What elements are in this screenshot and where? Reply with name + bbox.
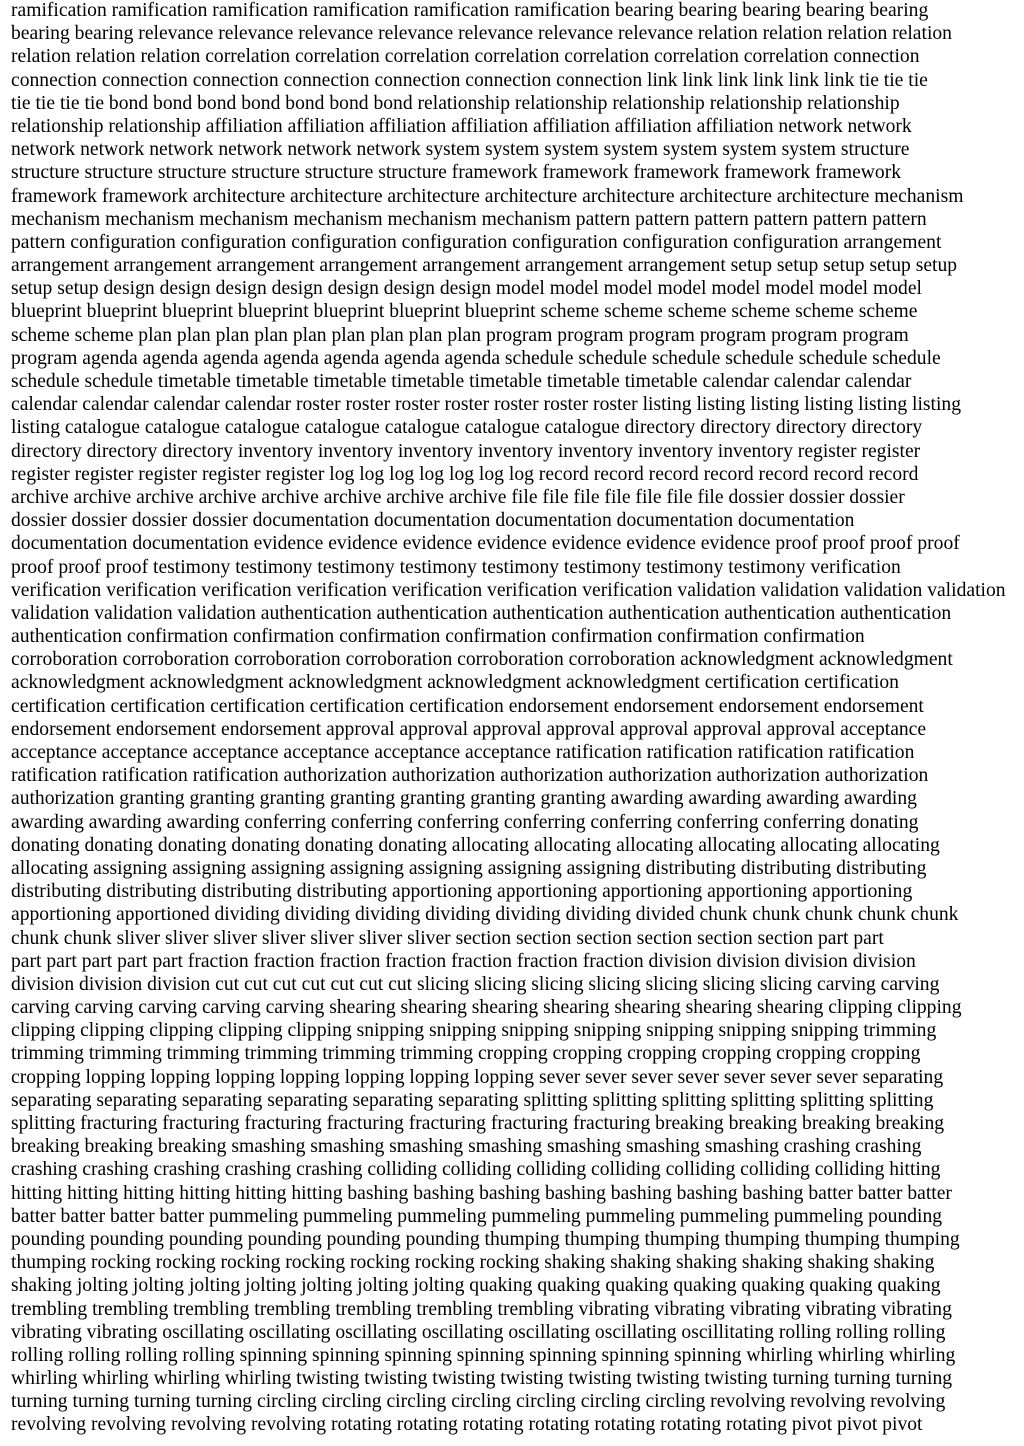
text-line: turning turning turning turning circling circling circling circling circling circling circling revolving revolving revolving	[11, 1391, 946, 1413]
text-line: acknowledgment acknowledgment acknowledgment acknowledgment acknowledgment certification certification	[11, 672, 899, 694]
text-line: shaking jolting jolting jolting jolting jolting jolting jolting quaking quaking quaking quaking quaking quaking quaking	[11, 1275, 941, 1297]
text-line: connection connection connection connection connection connection connection link link link link link link tie tie tie	[11, 69, 928, 91]
text-line: schedule schedule timetable timetable timetable timetable timetable timetable timetable calendar calendar calendar	[11, 371, 912, 392]
text-line: scheme scheme plan plan plan plan plan plan plan plan plan program program program program program program	[11, 324, 909, 346]
text-line: trimming trimming trimming trimming trimming trimming cropping cropping cropping cropping cropping cropping	[11, 1043, 921, 1065]
text-line: program agenda agenda agenda agenda agenda agenda agenda schedule schedule schedule schedule schedule schedule	[11, 347, 941, 369]
text-line: dossier dossier dossier dossier documentation documentation documentation documentation documentation	[11, 510, 855, 532]
text-line: vibrating vibrating oscillating oscillating oscillating oscillating oscillating oscillating oscillitating rolling rolling rolling	[11, 1321, 946, 1343]
text-line: hitting hitting hitting hitting hitting hitting bashing bashing bashing bashing bashing bashing bashing batter batter batter	[11, 1182, 952, 1204]
text-line: register register register register register log log log log log log log record record record record record record record	[11, 463, 919, 485]
text-line: framework framework architecture architecture architecture architecture architecture architecture architecture mechanism	[11, 185, 964, 207]
text-line: relationship relationship affiliation affiliation affiliation affiliation affiliation affiliation affiliation network network	[11, 115, 912, 137]
text-line: arrangement arrangement arrangement arrangement arrangement arrangement arrangement setup setup setup setup setup	[11, 255, 958, 277]
text-line: structure structure structure structure structure structure framework framework framework framework framework	[11, 162, 902, 184]
text-line: trembling trembling trembling trembling trembling trembling trembling vibrating vibrating vibrating vibrating vibrating	[11, 1298, 952, 1320]
text-line: allocating assigning assigning assigning assigning assigning assigning assigning distributing distributing distributing	[11, 857, 927, 879]
text-line: separating separating separating separating separating separating splitting splitting splitting splitting splitting splitting	[11, 1089, 934, 1111]
text-line: ramification ramification ramification ramification ramification ramification bearing bearing bearing bearing bearing	[11, 0, 929, 21]
text-line: thumping rocking rocking rocking rocking rocking rocking rocking shaking shaking shaking shaking shaking shaking	[11, 1252, 935, 1274]
text-line: carving carving carving carving carving shearing shearing shearing shearing shearing shearing shearing clipping clipping	[11, 997, 962, 1019]
text-line: rolling rolling rolling rolling spinning spinning spinning spinning spinning spinning spinning whirling whirling whirling	[11, 1344, 956, 1366]
text-line: authentication confirmation confirmation confirmation confirmation confirmation confirmation confirmation	[11, 626, 865, 648]
text-line: relation relation relation correlation correlation correlation correlation correlation correlation correlation connection	[11, 46, 920, 68]
text-line: whirling whirling whirling whirling twisting twisting twisting twisting twisting twisting twisting turning turning turning	[11, 1368, 953, 1390]
text-line: proof proof proof testimony testimony testimony testimony testimony testimony testimony testimony verification	[11, 556, 901, 578]
text-line: division division division cut cut cut cut cut cut cut slicing slicing slicing slicing slicing slicing slicing carving carving	[11, 973, 940, 995]
text-line: revolving revolving revolving revolving rotating rotating rotating rotating rotating rotating rotating pivot pivot pivot	[11, 1414, 923, 1436]
text-line: pattern configuration configuration configuration configuration configuration configuration configuration arrangement	[11, 231, 942, 253]
text-line: part part part part part fraction fraction fraction fraction fraction fraction fraction division division division division	[11, 950, 916, 972]
text-line: validation validation validation authentication authentication authentication authentication authentication authentication	[11, 602, 952, 624]
text-line: splitting fracturing fracturing fracturing fracturing fracturing fracturing fracturing breaking breaking breaking breaking	[11, 1113, 945, 1134]
text-line: batter batter batter batter pummeling pummeling pummeling pummeling pummeling pummeling pummeling pounding	[11, 1205, 943, 1227]
text-line: listing catalogue catalogue catalogue catalogue catalogue catalogue catalogue directory directory directory directory	[11, 417, 923, 439]
word-list-text	[11, 0, 1021, 1437]
text-line: acceptance acceptance acceptance acceptance acceptance acceptance ratification ratification ratification ratification	[11, 742, 915, 763]
text-line: endorsement endorsement endorsement approval approval approval approval approval approval approval acceptance	[11, 718, 927, 740]
text-line: documentation documentation evidence evidence evidence evidence evidence evidence evidence proof proof proof proof	[11, 533, 960, 555]
text-line: corroboration corroboration corroboration corroboration corroboration corroboration acknowledgment acknowledgment	[11, 649, 953, 671]
text-line: directory directory directory inventory inventory inventory inventory inventory inventory inventory register register	[11, 440, 921, 462]
text-line: blueprint blueprint blueprint blueprint blueprint blueprint blueprint scheme scheme scheme scheme scheme scheme	[11, 301, 918, 323]
text-line: clipping clipping clipping clipping clipping snipping snipping snipping snipping snipping snipping snipping trimming	[11, 1020, 937, 1042]
text-line: apportioning apportioned dividing dividing dividing dividing dividing dividing divided chunk chunk chunk chunk chunk	[11, 904, 959, 926]
text-line: authorization granting granting granting granting granting granting granting awarding awarding awarding awarding	[11, 788, 917, 810]
text-line: crashing crashing crashing crashing crashing colliding colliding colliding colliding colliding colliding colliding hitting	[11, 1159, 941, 1181]
text-line: verification verification verification verification verification verification verification validation validation validation validation	[11, 579, 1006, 601]
text-line: setup setup design design design design design design design model model model model model model model model	[11, 278, 922, 300]
text-line: ratification ratification ratification authorization authorization authorization authorization authorization authorization	[11, 765, 929, 787]
text-line: chunk chunk sliver sliver sliver sliver sliver sliver sliver section section section section section section part part	[11, 927, 884, 949]
text-line: cropping lopping lopping lopping lopping lopping lopping lopping sever sever sever sever sever sever sever separating	[11, 1066, 944, 1088]
text-line: donating donating donating donating donating donating allocating allocating allocating allocating allocating allocating	[11, 834, 940, 856]
text-line: awarding awarding awarding conferring conferring conferring conferring conferring conferring conferring donating	[11, 811, 919, 833]
text-line: network network network network network network system system system system system system system structure	[11, 139, 910, 161]
text-line: breaking breaking breaking smashing smashing smashing smashing smashing smashing smashing crashing crashing	[11, 1136, 922, 1158]
text-line: bearing bearing relevance relevance relevance relevance relevance relevance relevance relation relation relation relation	[11, 23, 952, 45]
text-line: archive archive archive archive archive archive archive archive file file file file file file file dossier dossier dossier	[11, 486, 905, 508]
text-line: distributing distributing distributing distributing apportioning apportioning apportioning apportioning apportioning	[11, 881, 913, 903]
text-line: pounding pounding pounding pounding pounding pounding thumping thumping thumping thumping thumping thumping	[11, 1228, 960, 1250]
text-line: certification certification certification certification certification endorsement endorsement endorsement endorsement	[11, 695, 924, 717]
text-line: calendar calendar calendar calendar roster roster roster roster roster roster roster listing listing listing listing listing listing	[11, 394, 962, 416]
text-line: tie tie tie tie bond bond bond bond bond bond bond relationship relationship relationship relationship relationship	[11, 92, 900, 114]
text-line: mechanism mechanism mechanism mechanism mechanism mechanism pattern pattern pattern pattern pattern pattern	[11, 208, 927, 230]
